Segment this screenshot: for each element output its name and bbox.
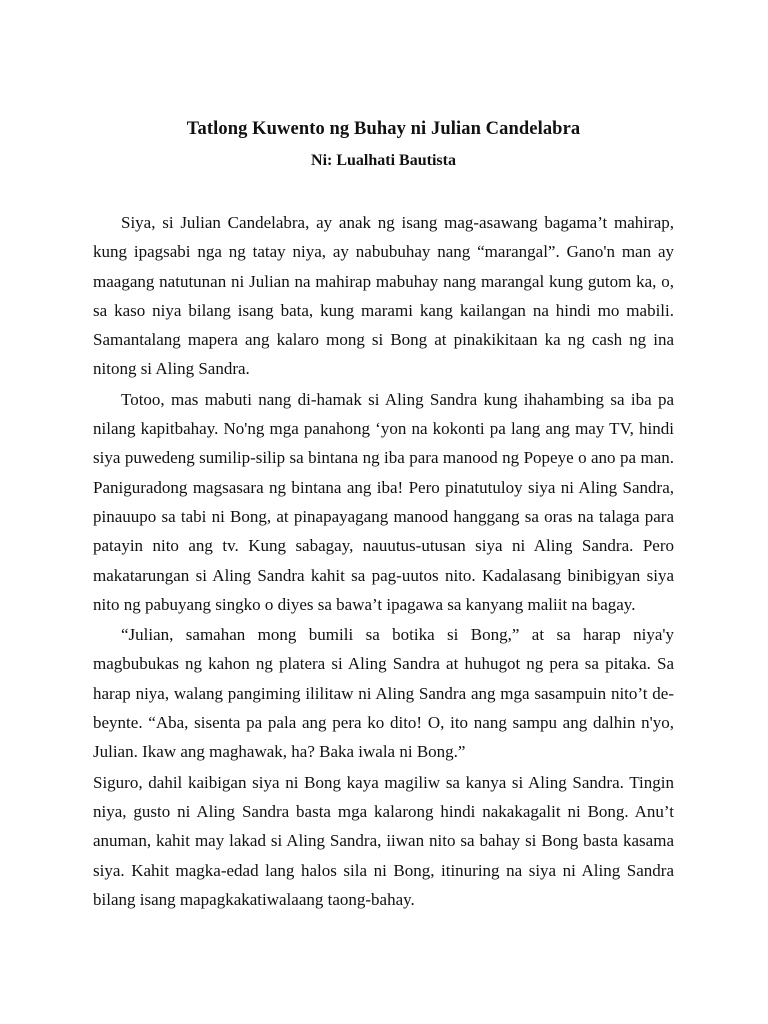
paragraph-3: “Julian, samahan mong bumili sa botika si Bong,” at sa harap niya'y magbubukas ng kahon ng platera si Aling Sandra at huhugot ng pera sa pitaka. Sa harap niya, walang pangiming ililitaw ni Aling Sandra ang mga sasampuin nito’t de-beynte. “Aba, sisenta pa pala ang pera ko dito! O, ito nang sampu ang dalhin n'yo, Julian. Ikaw ang maghawak, ha? Baka iwala ni Bong.” <box>93 625 674 762</box>
document-title: Tatlong Kuwento ng Buhay ni Julian Candelabra <box>186 119 581 139</box>
paragraph-1: Siya, si Julian Candelabra, ay anak ng isang mag-asawang bagama’t mahirap, kung ipagsabi nga ng tatay niya, ay nabubuhay nang “marangal”. Gano'n man ay maagang natutunan ni Julian na mahirap mabuhay nang marangal kung gutom ka, o, sa kaso niya bilang isang bata, kung marami kang kailangan na hindi mo mabili. Samantalang mapera ang kalaro mong si Bong at pinakikitaan ka ng cash ng ina nitong si Aling Sandra. <box>93 213 674 379</box>
paragraph-2: Totoo, mas mabuti nang di-hamak si Aling Sandra kung ihahambing sa iba pa nilang kapitbahay. No'ng mga panahong ‘yon na kokonti pa lang ang may TV, hindi siya puwedeng sumilip-silip sa bintana ng iba para manood ng Popeye o ano pa man. Paniguradong magsasara ng bintana ang iba! Pero pinatutuloy siya ni Aling Sandra, pinauupo sa tabi ni Bong, at pinapayagang manood hanggang sa oras na talaga para patayin nito ang tv. Kung sabagay, nauutus-utusan siya ni Aling Sandra. Pero makatarungan si Aling Sandra kahit sa pag-uutos nito. Kadalasang binibigyan siya nito ng pabuyang singko o diyes sa bawa’t ipagawa sa kanyang maliit na bagay. <box>93 389 674 614</box>
document-body <box>93 208 674 914</box>
document-author: Ni: Lualhati Bautista <box>311 152 456 169</box>
paragraph-4: Siguro, dahil kaibigan siya ni Bong kaya magiliw sa kanya si Aling Sandra. Tingin niya, gusto ni Aling Sandra basta mga kalarong hindi nakakagalit ni Bong. Anu’t anuman, kahit may lakad si Aling Sandra, iiwan nito sa bahay si Bong basta kasama siya. Kahit magka-edad lang halos sila ni Bong, itinuring na siya ni Aling Sandra bilang isang mapagkakatiwalaang taong-bahay. <box>93 772 674 909</box>
